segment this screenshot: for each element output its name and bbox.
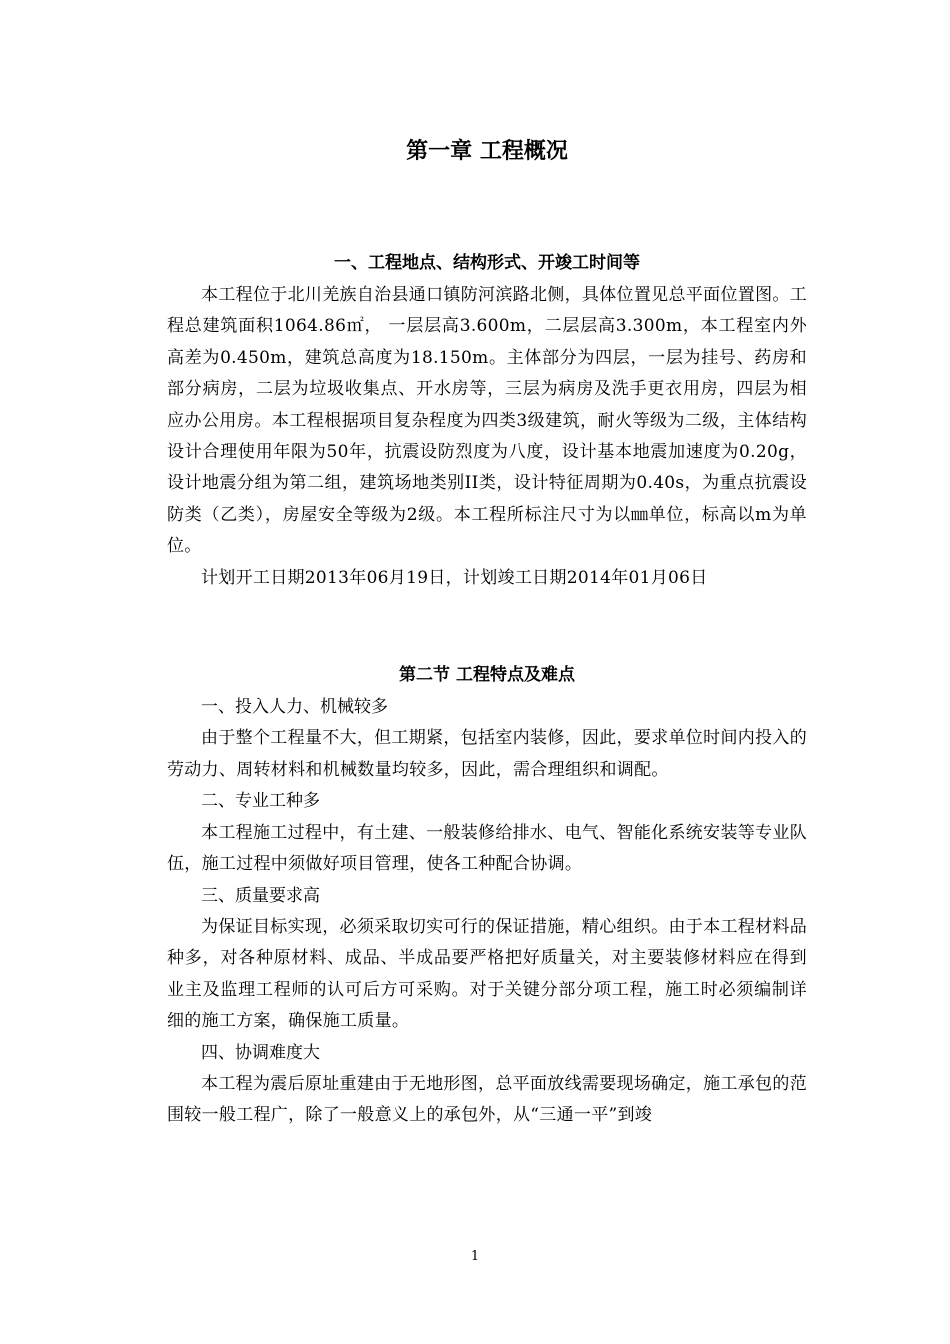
subheading-coordination: 四、协调难度大 [201, 1042, 320, 1063]
paragraph-project-overview: 本工程位于北川羌族自治县通口镇防河滨路北侧，具体位置见总平面位置图。工程总建筑面积1064.86㎡， 一层层高3.600m，二层层高3.300m，本工程室内外高差为0.450m，建筑总高度为18.150m。主体部分为四层，一层为挂号、药房和部分病房，二层为垃圾收集点、开水房等，三层为病房及洗手更衣用房，四层为相应办公用房。本工程根据项目复杂程度为四类3级建筑，耐火等级为二级，主体结构设计合理使用年限为50年，抗震设防烈度为八度，设计基本地震加速度为0.20g，设计地震分组为第二组，建筑场地类别II类，设计特征周期为0.40s，为重点抗震设防类（乙类），房屋安全等级为2级。本工程所标注尺寸为以㎜单位，标高以m为单位。 [167, 285, 807, 557]
paragraph-coordination: 本工程为震后原址重建由于无地形图，总平面放线需要现场确定，施工承包的范围较一般工程广，除了一般意义上的承包外，从“三通一平”到竣 [167, 1073, 807, 1126]
subheading-quality: 三、质量要求高 [201, 885, 320, 906]
paragraph-quality: 为保证目标实现，必须采取切实可行的保证措施，精心组织。由于本工程材料品种多，对各种原材料、成品、半成品要严格把好质量关，对主要装修材料应在得到业主及监理工程师的认可后方可采购。对于关键分部分项工程，施工时必须编制详细的施工方案，确保施工质量。 [167, 916, 807, 1032]
section-heading-location: 一、工程地点、结构形式、开竣工时间等 [334, 253, 640, 273]
paragraph-schedule: 计划开工日期2013年06月19日，计划竣工日期2014年01月06日 [201, 567, 708, 588]
page-content [167, 130, 807, 1132]
paragraph-manpower: 由于整个工程量不大，但工期紧，包括室内装修，因此，要求单位时间内投入的劳动力、周转材料和机械数量均较多，因此，需合理组织和调配。 [167, 728, 807, 780]
chapter-title: 第一章 工程概况 [406, 139, 568, 164]
subheading-manpower: 一、投入人力、机械较多 [201, 697, 388, 718]
paragraph-trades: 本工程施工过程中，有土建、一般装修给排水、电气、智能化系统安装等专业队伍，施工过程中须做好项目管理，使各工种配合协调。 [167, 822, 807, 875]
section-heading-features: 第二节 工程特点及难点 [399, 665, 575, 686]
subheading-trades: 二、专业工种多 [201, 791, 320, 812]
page-number: 1 [470, 1249, 480, 1264]
